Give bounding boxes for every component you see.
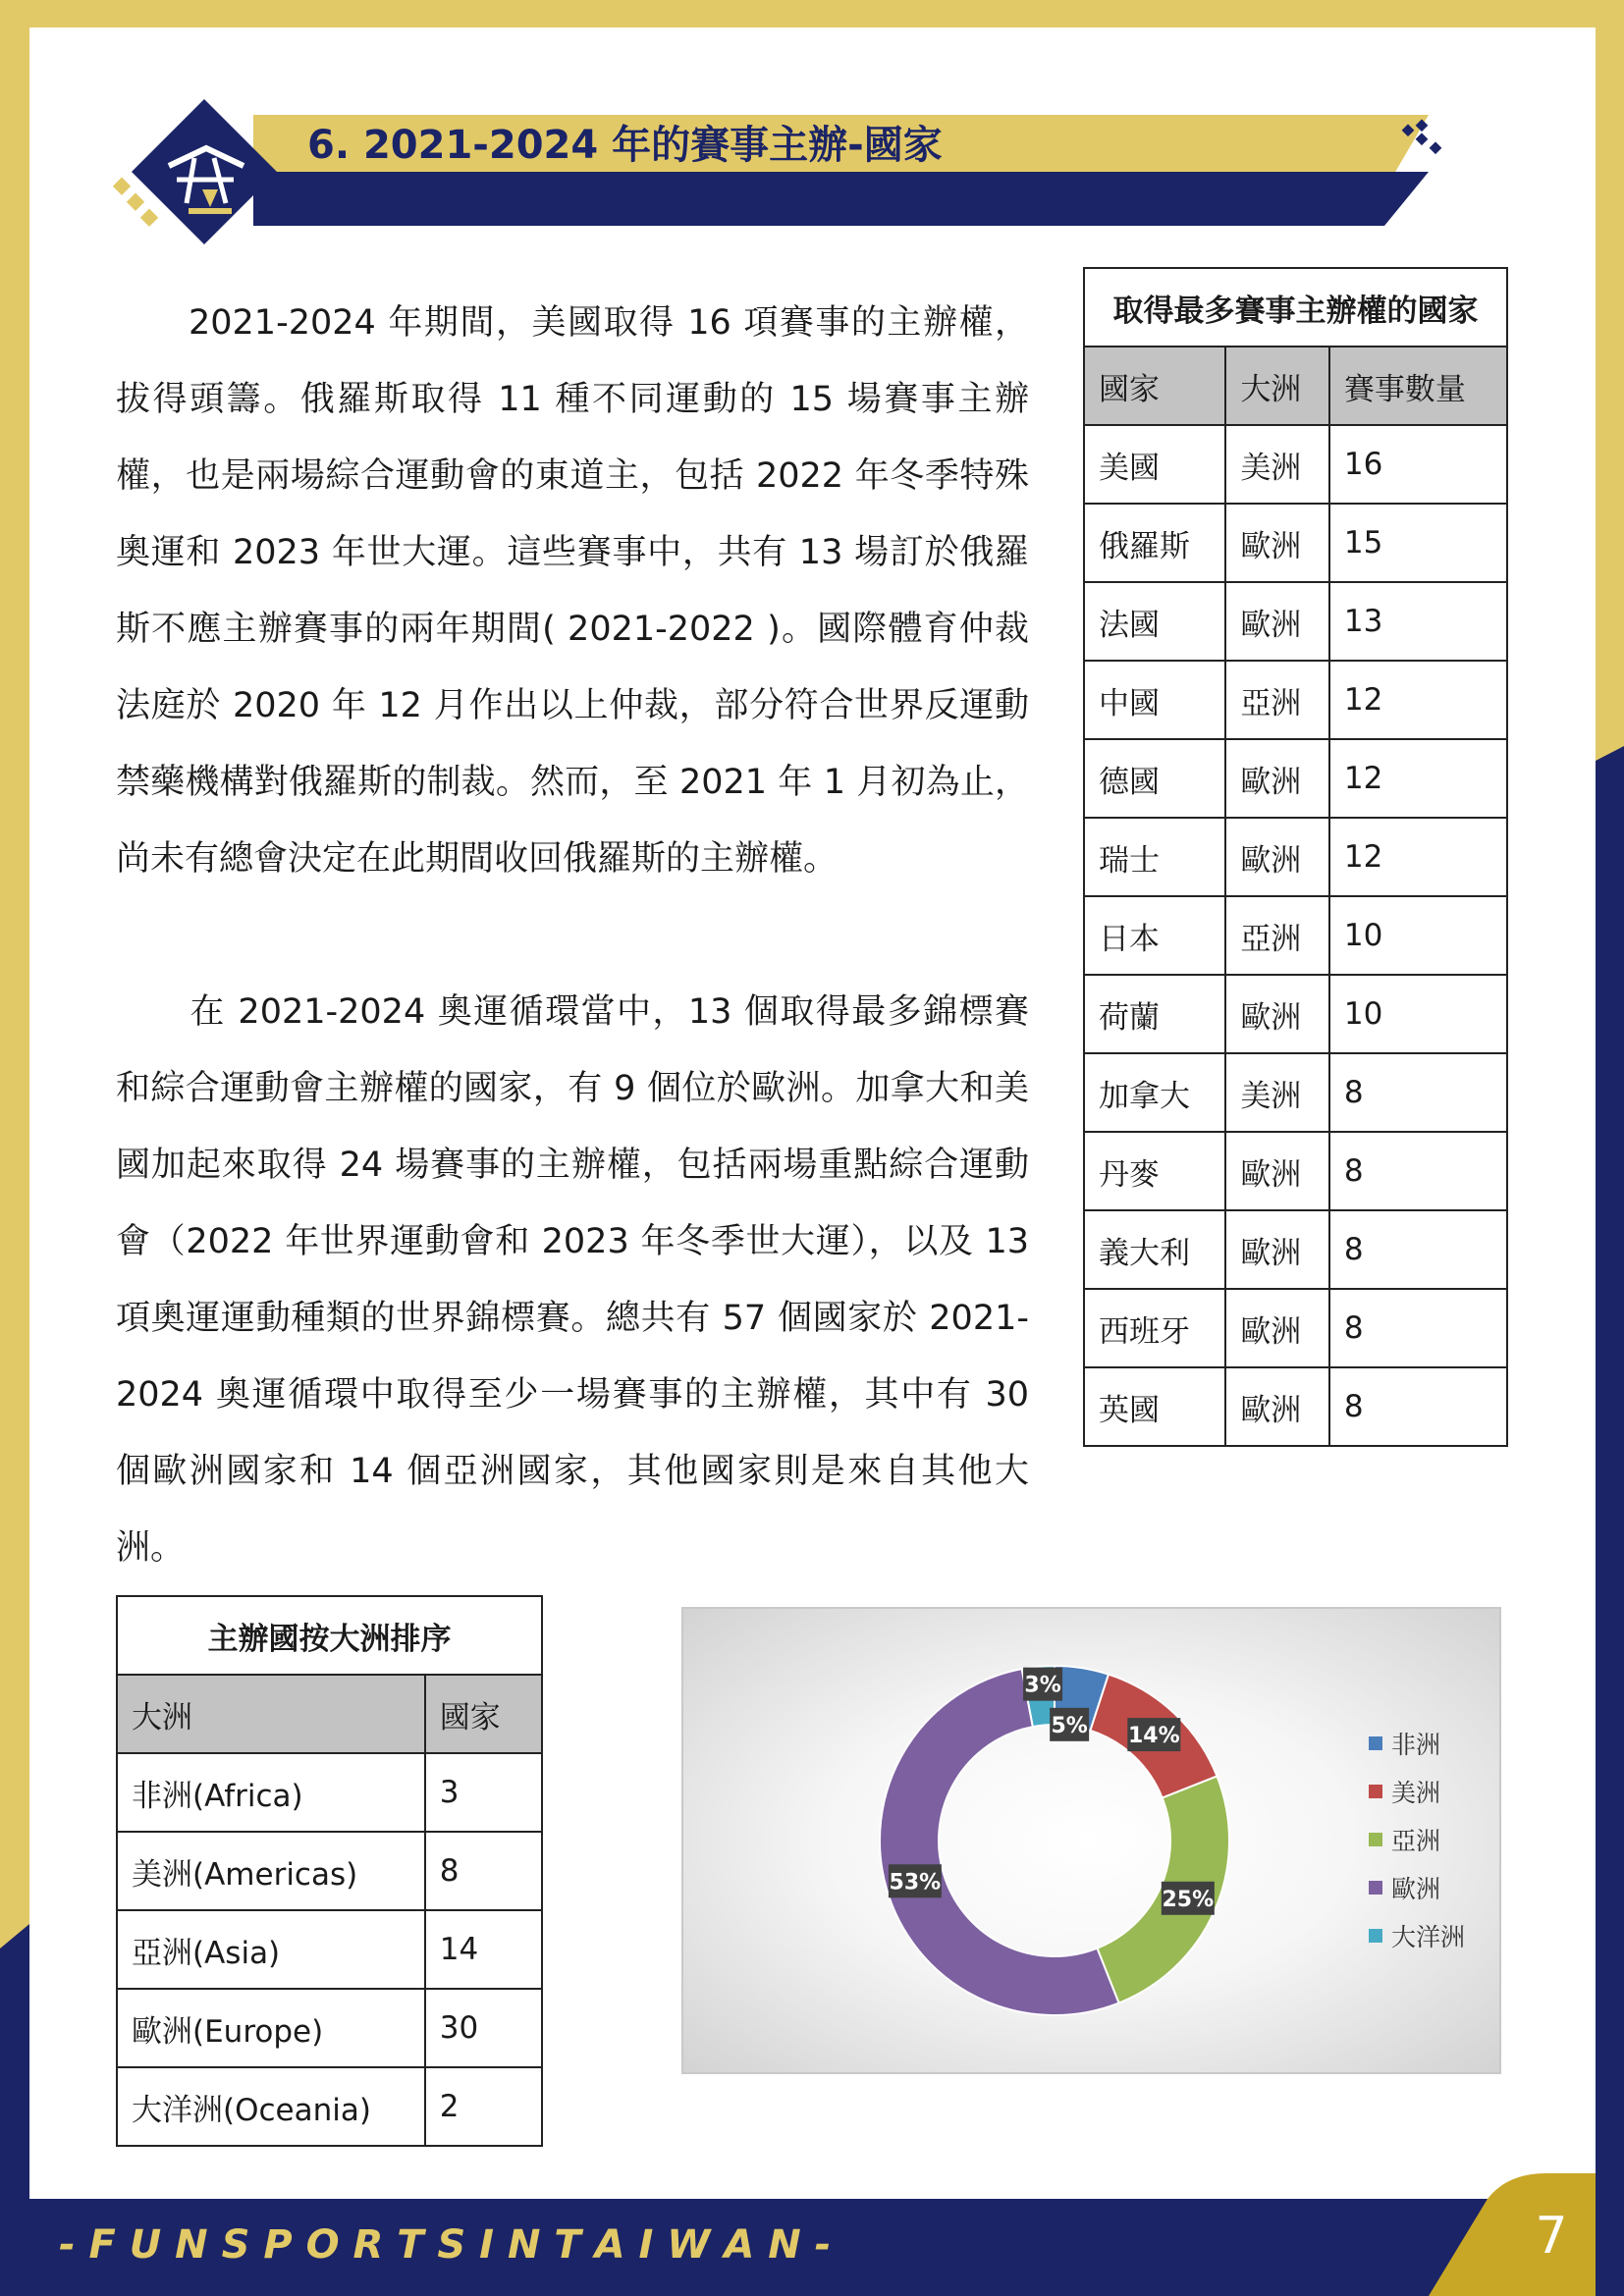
continent-share-donut-chart: [681, 1607, 1501, 2074]
country-cell: 荷蘭: [1084, 975, 1225, 1053]
country-count-cell: 14: [425, 1910, 542, 1989]
table-row: [1084, 818, 1507, 896]
legend-item: [1369, 1719, 1465, 1767]
event-count-cell: 8: [1329, 1289, 1507, 1367]
event-count-cell: 10: [1329, 896, 1507, 975]
data-label: 14%: [1127, 1724, 1180, 1749]
legend-swatch: [1369, 1881, 1382, 1895]
continent-cell: 歐洲: [1225, 504, 1329, 582]
table-row: [1084, 739, 1507, 818]
continent-cell: 美洲: [1225, 1053, 1329, 1132]
legend-swatch: [1369, 1833, 1382, 1846]
country-count-cell: 3: [425, 1753, 542, 1832]
event-count-cell: 13: [1329, 582, 1507, 661]
paragraph-continent-summary: [116, 974, 1029, 1586]
event-count-cell: 8: [1329, 1053, 1507, 1132]
continent-cell: 歐洲: [1225, 739, 1329, 818]
hosts-by-continent-table: [116, 1595, 543, 2147]
continent-cell: 歐洲: [1225, 1289, 1329, 1367]
continent-cell: 亞洲: [1225, 896, 1329, 975]
continent-cell: 歐洲: [1225, 818, 1329, 896]
table-row: [1084, 582, 1507, 661]
paragraph-2-text: 在 2021-2024 奧運循環當中，13 個取得最多錦標賽和綜合運動會主辦權的國家，有 9 個位於歐洲。加拿大和美國加起來取得 24 場賽事的主辦權，包括兩場重點綜合運動會（2022 年世界運動會和 2023 年冬季世大運），以及 13 項奧運運動種類的世界錦標賽。總共有 57 個國家於 2021-2024 奧運循環中取得至少一場賽事的主辦權，其中有 30 個歐洲國家和 14 個亞洲國家，其他國家則是來自其他大洲。: [116, 992, 1029, 1568]
continent-cell: 美洲(Americas): [117, 1832, 425, 1910]
page-number: 7: [1535, 2207, 1568, 2266]
table-caption: 主辦國按大洲排序: [117, 1596, 542, 1675]
event-count-cell: 10: [1329, 975, 1507, 1053]
table-row: [117, 1753, 542, 1832]
table-row: [1084, 504, 1507, 582]
data-label: 53%: [889, 1870, 942, 1896]
data-label: 5%: [1051, 1713, 1088, 1738]
table-row: [1084, 1210, 1507, 1289]
section-title: 6. 2021-2024 年的賽事主辦-國家: [307, 123, 943, 168]
chart-legend: [1369, 1719, 1465, 1959]
continent-cell: 大洋洲(Oceania): [117, 2067, 425, 2146]
country-cell: 丹麥: [1084, 1132, 1225, 1210]
paragraph-hosting-overview: [116, 285, 1029, 897]
legend-item: [1369, 1911, 1465, 1959]
legend-swatch: [1369, 1929, 1382, 1943]
country-cell: 加拿大: [1084, 1053, 1225, 1132]
legend-item: [1369, 1815, 1465, 1863]
data-label: 3%: [1024, 1673, 1061, 1698]
sports-logo-icon: [108, 93, 304, 250]
continent-cell: 美洲: [1225, 425, 1329, 504]
continent-cell: 歐洲: [1225, 582, 1329, 661]
legend-label: 大洋洲: [1391, 1922, 1466, 1951]
legend-label: 非洲: [1391, 1730, 1441, 1759]
country-cell: 德國: [1084, 739, 1225, 818]
event-count-cell: 8: [1329, 1210, 1507, 1289]
country-cell: 西班牙: [1084, 1289, 1225, 1367]
event-count-cell: 12: [1329, 739, 1507, 818]
table-row: [1084, 1289, 1507, 1367]
country-count-cell: 8: [425, 1832, 542, 1910]
country-cell: 義大利: [1084, 1210, 1225, 1289]
continent-cell: 亞洲: [1225, 661, 1329, 739]
legend-label: 歐洲: [1391, 1874, 1441, 1903]
country-cell: 法國: [1084, 582, 1225, 661]
table-row: [1084, 1132, 1507, 1210]
column-header-continent: 大洲: [117, 1675, 425, 1753]
column-header-countries: 國家: [425, 1675, 542, 1753]
country-cell: 中國: [1084, 661, 1225, 739]
table-row: [117, 2067, 542, 2146]
event-count-cell: 8: [1329, 1132, 1507, 1210]
event-count-cell: 8: [1329, 1367, 1507, 1446]
country-cell: 瑞士: [1084, 818, 1225, 896]
table-row: [117, 1910, 542, 1989]
table-row: [1084, 975, 1507, 1053]
event-count-cell: 16: [1329, 425, 1507, 504]
table-row: [1084, 661, 1507, 739]
legend-item: [1369, 1863, 1465, 1911]
top-hosting-countries-table: [1083, 267, 1508, 1447]
table-row: [1084, 425, 1507, 504]
column-header-continent: 大洲: [1225, 347, 1329, 425]
column-header-event-count: 賽事數量: [1329, 347, 1507, 425]
event-count-cell: 12: [1329, 818, 1507, 896]
table-row: [1084, 1053, 1507, 1132]
continent-cell: 歐洲: [1225, 1210, 1329, 1289]
country-count-cell: 2: [425, 2067, 542, 2146]
country-count-cell: 30: [425, 1989, 542, 2067]
country-cell: 俄羅斯: [1084, 504, 1225, 582]
legend-label: 亞洲: [1391, 1826, 1441, 1855]
footer-tagline: - F U N S P O R T S I N T A I W A N -: [59, 2222, 832, 2268]
event-count-cell: 15: [1329, 504, 1507, 582]
continent-cell: 亞洲(Asia): [117, 1910, 425, 1989]
event-count-cell: 12: [1329, 661, 1507, 739]
table-row: [117, 1989, 542, 2067]
legend-label: 美洲: [1391, 1778, 1441, 1807]
legend-item: [1369, 1767, 1465, 1815]
data-label: 25%: [1162, 1887, 1215, 1912]
table-row: [1084, 896, 1507, 975]
column-header-country: 國家: [1084, 347, 1225, 425]
country-cell: 英國: [1084, 1367, 1225, 1446]
continent-cell: 歐洲: [1225, 1132, 1329, 1210]
table-row: [117, 1832, 542, 1910]
country-cell: 美國: [1084, 425, 1225, 504]
continent-cell: 歐洲: [1225, 1367, 1329, 1446]
continent-cell: 歐洲: [1225, 975, 1329, 1053]
legend-swatch: [1369, 1785, 1382, 1798]
country-cell: 日本: [1084, 896, 1225, 975]
continent-cell: 歐洲(Europe): [117, 1989, 425, 2067]
table-caption: 取得最多賽事主辦權的國家: [1084, 268, 1507, 347]
paragraph-1-text: 2021-2024 年期間，美國取得 16 項賽事的主辦權，拔得頭籌。俄羅斯取得 11 種不同運動的 15 場賽事主辦權，也是兩場綜合運動會的東道主，包括 2022 年冬季特殊奧運和 2023 年世大運。這些賽事中，共有 13 場訂於俄羅斯不應主辦賽事的兩年期間( 2021-2022 )。國際體育仲裁法庭於 2020 年 12 月作出以上仲裁，部分符合世界反運動禁藥機構對俄羅斯的制裁。然而，至 2021 年 1 月初為止，尚未有總會決定在此期間收回俄羅斯的主辦權。: [116, 303, 1029, 879]
legend-swatch: [1369, 1736, 1382, 1750]
table-row: [1084, 1367, 1507, 1446]
continent-cell: 非洲(Africa): [117, 1753, 425, 1832]
